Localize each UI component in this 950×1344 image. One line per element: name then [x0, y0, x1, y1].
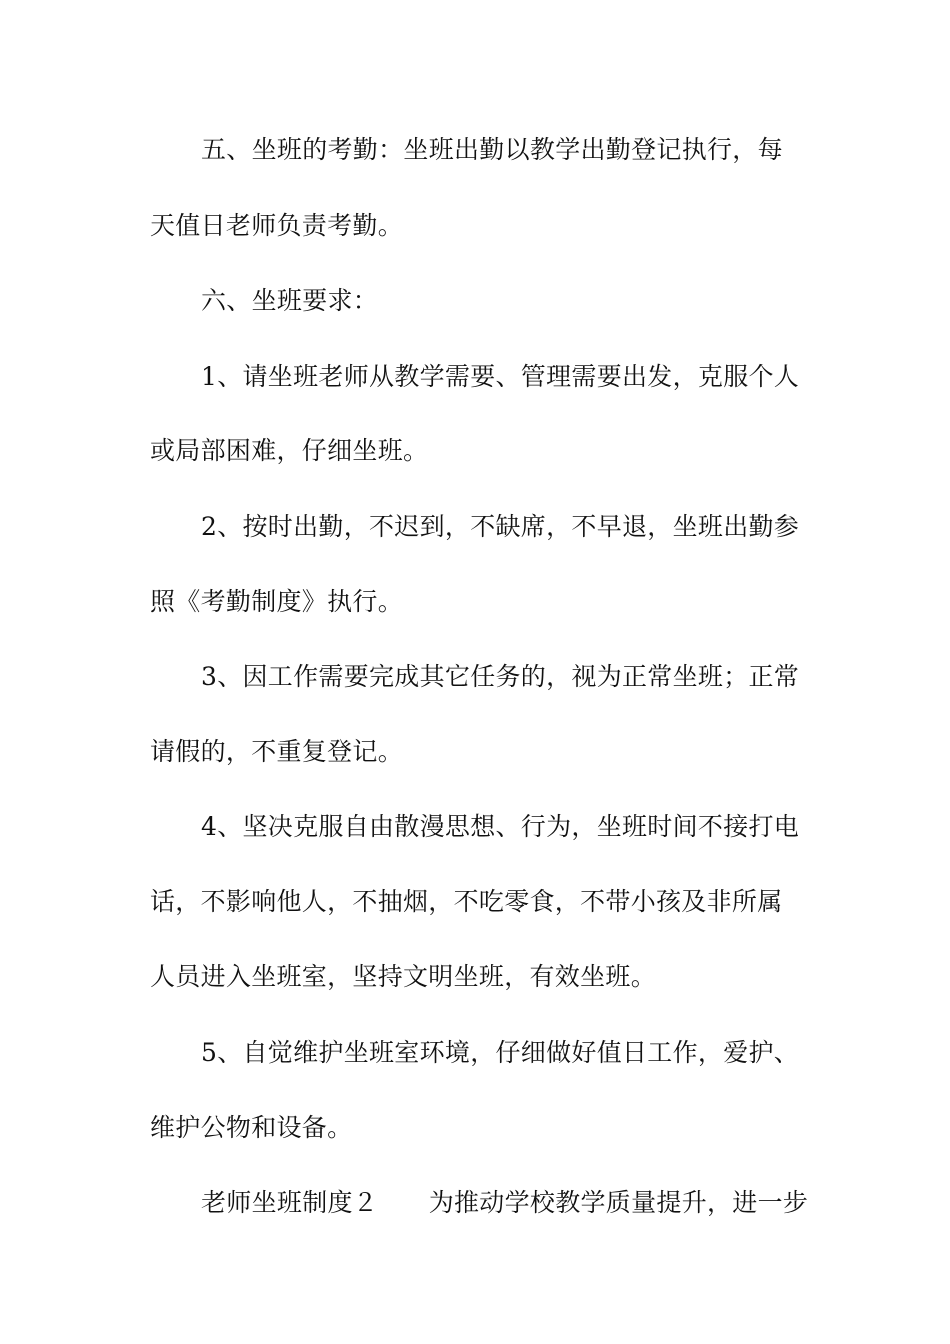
- list-item-line: 1、请坐班老师从教学需要、管理需要出发，克服个人: [201, 362, 800, 391]
- list-item-line: 人员进入坐班室，坚持文明坐班，有效坐班。: [150, 962, 657, 991]
- list-item-line: 3、因工作需要完成其它任务的，视为正常坐班；正常: [201, 662, 800, 691]
- list-item-line: 4、坚决克服自由散漫思想、行为，坐班时间不接打电: [201, 812, 800, 841]
- list-item-line: 2、按时出勤，不迟到，不缺席，不早退，坐班出勤参: [201, 512, 800, 541]
- section-heading: 六、坐班要求：: [201, 286, 379, 315]
- list-item-line: 5、自觉维护坐班室环境，仔细做好值日工作，爱护、: [201, 1038, 800, 1067]
- list-item-line: 或局部困难，仔细坐班。: [150, 436, 429, 465]
- list-item-line: 话，不影响他人，不抽烟，不吃零食，不带小孩及非所属: [150, 887, 783, 916]
- paragraph-line: 老师坐班制度２ 为推动学校教学质量提升，进一步: [201, 1188, 809, 1217]
- list-item-line: 照《考勤制度》执行。: [150, 587, 404, 616]
- paragraph-line: 五、坐班的考勤：坐班出勤以教学出勤登记执行，每: [201, 135, 783, 164]
- list-item-line: 请假的，不重复登记。: [150, 737, 404, 766]
- list-item-line: 维护公物和设备。: [150, 1113, 353, 1142]
- paragraph-line: 天值日老师负责考勤。: [150, 211, 404, 240]
